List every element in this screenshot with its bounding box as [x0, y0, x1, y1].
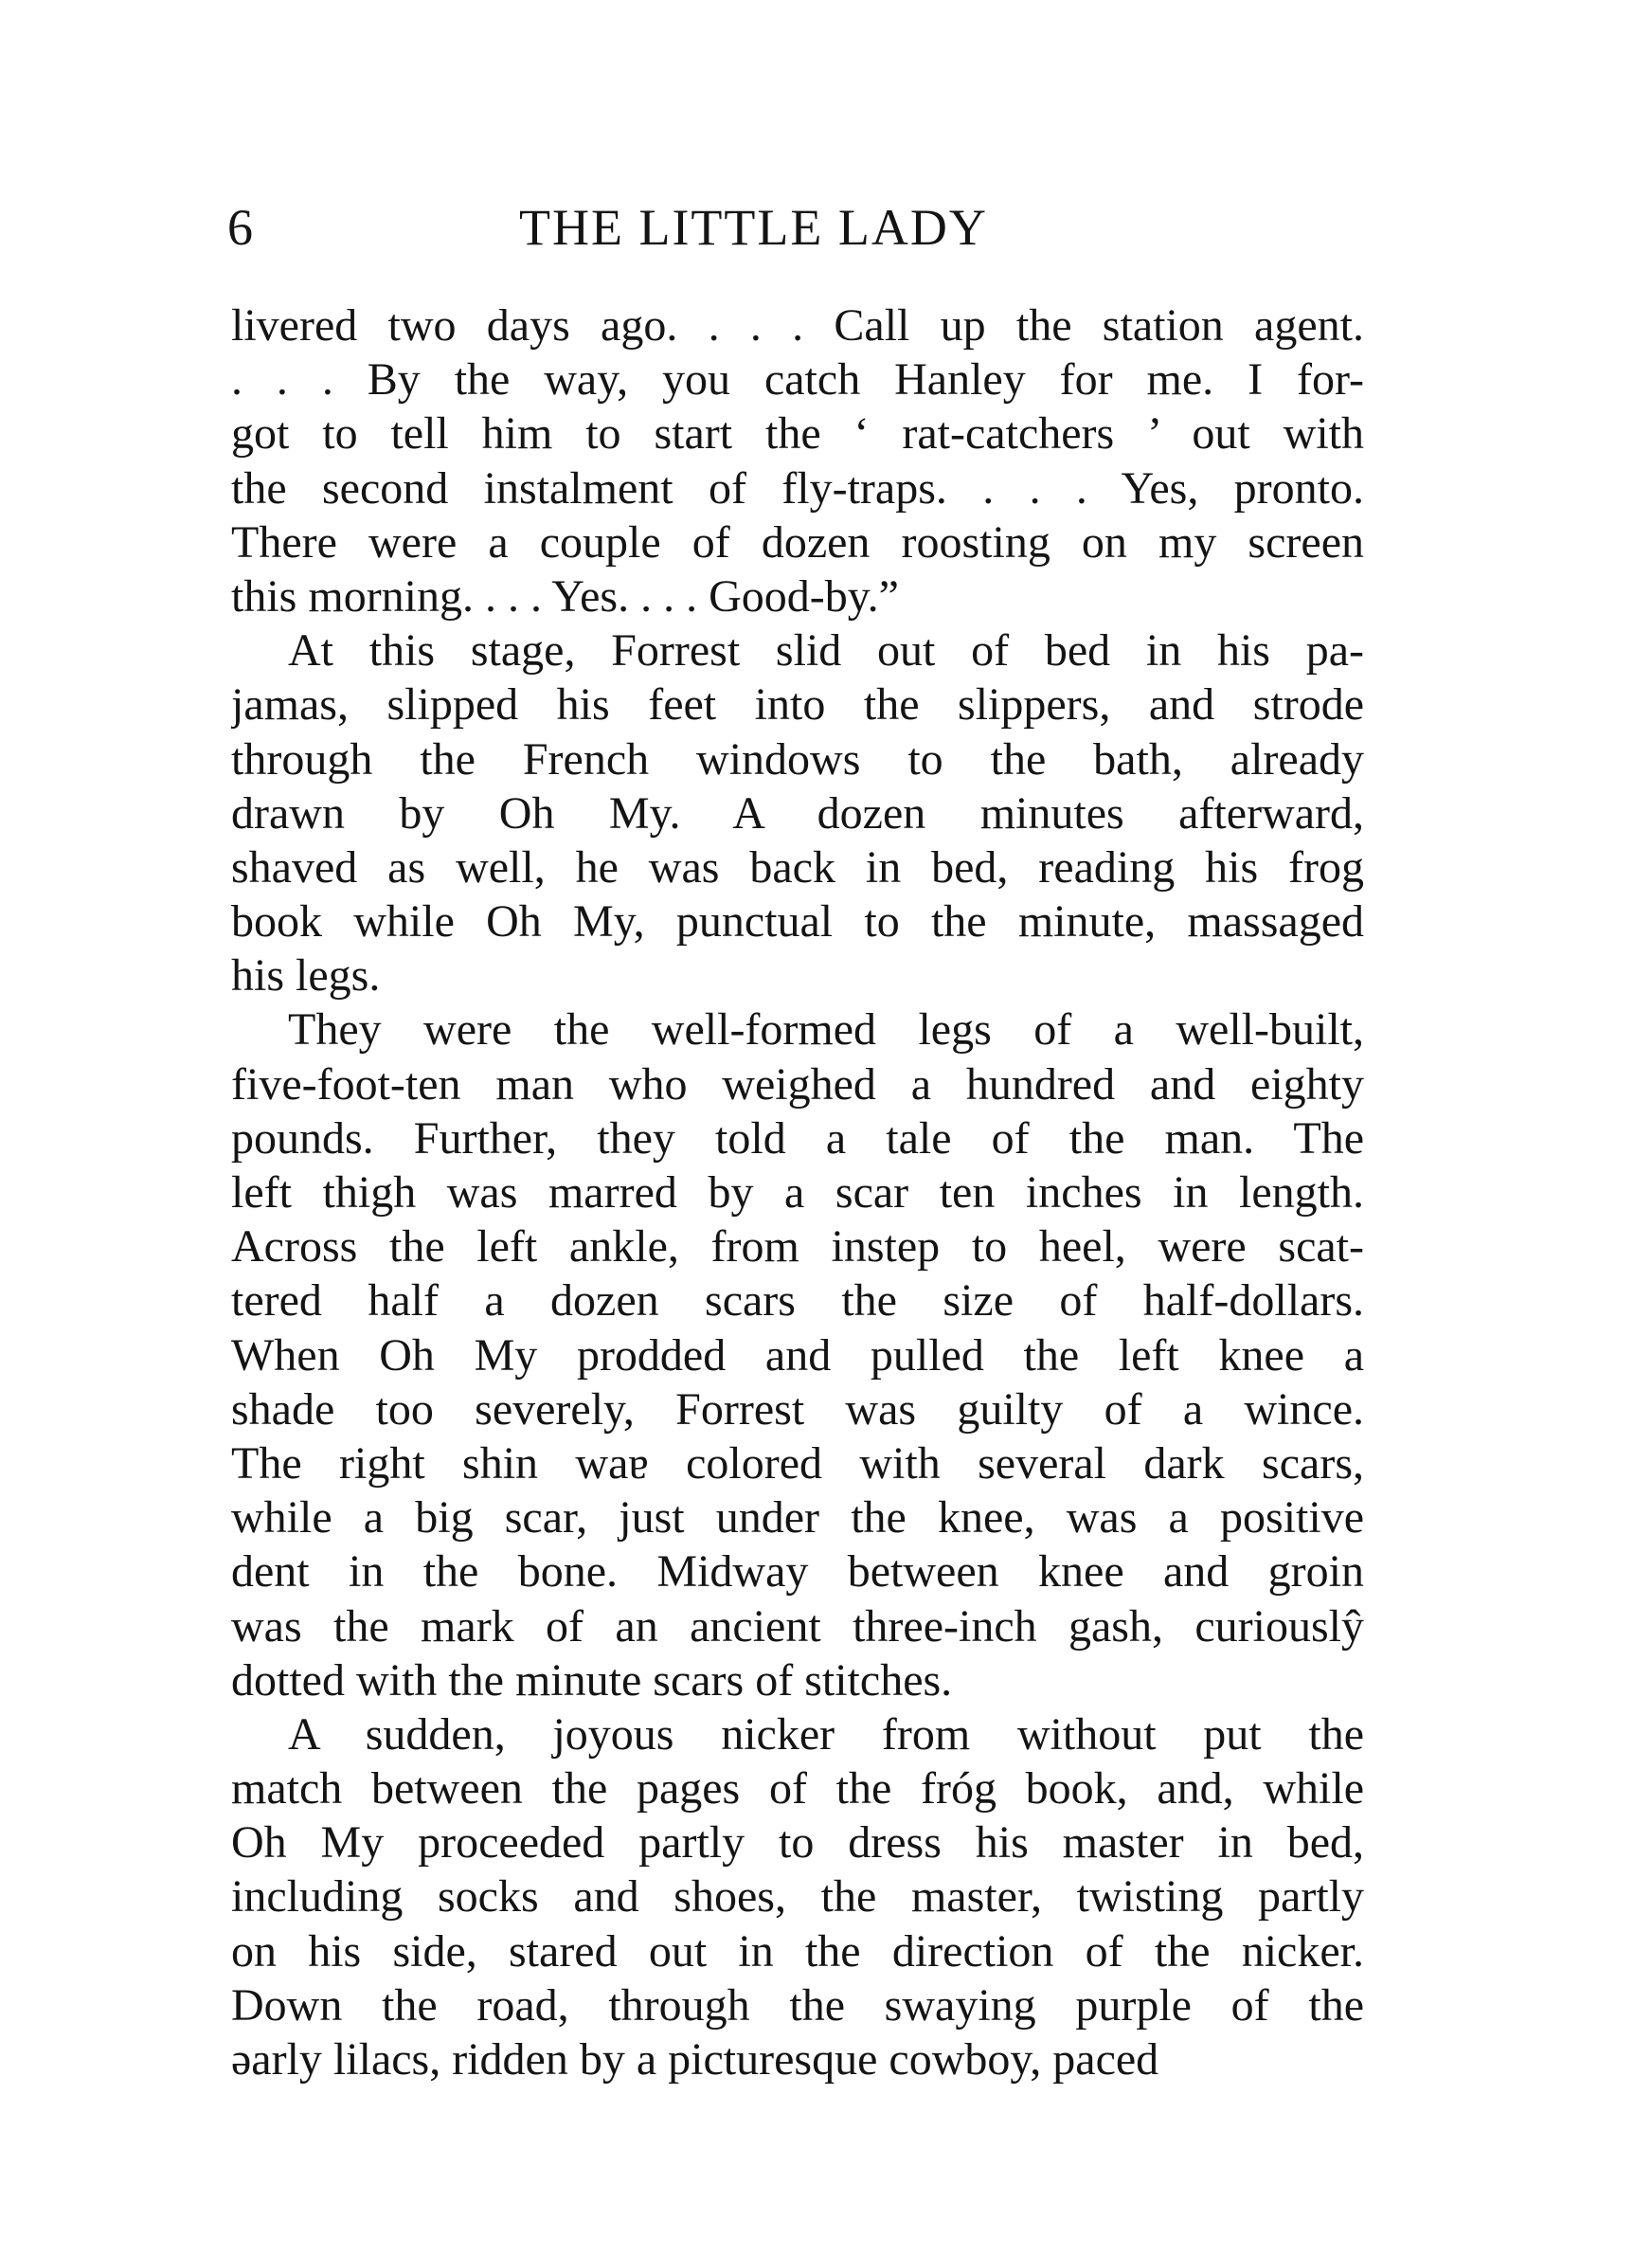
- paragraph: [231, 623, 1364, 1002]
- text-line: through the French windows to the bath, already: [231, 733, 1364, 785]
- text-line: jamas, slipped his feet into the slippers, and strode: [231, 679, 1364, 731]
- text-line: There were a couple of dozen roosting on my screen: [231, 516, 1364, 568]
- text-line: while a big scar, just under the knee, was a positive: [231, 1492, 1364, 1544]
- text-line: on his side, stared out in the direction of the nicker.: [231, 1925, 1364, 1977]
- text-line: At this stage, Forrest slid out of bed in his pa-: [288, 625, 1364, 677]
- text-line: this morning. . . . Yes. . . . Good-by.”: [231, 570, 899, 622]
- text-line: including socks and shoes, the master, twisting partly: [231, 1871, 1364, 1923]
- text-line: match between the pages of the fróg book, and, while: [231, 1763, 1364, 1815]
- text-line: The right shin waɐ colored with several dark scars,: [231, 1437, 1364, 1489]
- paragraph: [231, 1707, 1364, 2086]
- text-line: Across the left ankle, from instep to heel, were scat-: [231, 1221, 1364, 1273]
- text-line: They were the well-formed legs of a well-built,: [288, 1004, 1364, 1056]
- text-line: five-foot-ten man who weighed a hundred and eighty: [231, 1058, 1364, 1110]
- running-head: [227, 194, 1364, 261]
- text-line: . . . By the way, you catch Hanley for me. I for-: [231, 354, 1364, 406]
- text-line: drawn by Oh My. A dozen minutes afterward,: [231, 787, 1364, 839]
- paragraph: [231, 298, 1364, 623]
- page-number: 6: [227, 199, 253, 256]
- text-line: his legs.: [231, 950, 381, 1002]
- text-line: book while Oh My, punctual to the minute, massaged: [231, 896, 1364, 948]
- text-line: left thigh was marred by a scar ten inches in length.: [231, 1167, 1364, 1218]
- text-line: pounds. Further, they told a tale of the man. The: [231, 1112, 1364, 1164]
- text-line: livered two days ago. . . . Call up the station agent.: [231, 300, 1364, 351]
- text-line: Down the road, through the swaying purple of the: [231, 1979, 1364, 2031]
- running-title: THE LITTLE LADY: [519, 199, 988, 256]
- text-line: dotted with the minute scars of stitches.: [231, 1654, 953, 1706]
- text-line: əarly lilacs, ridden by a picturesque cowboy, paced: [231, 2034, 1159, 2085]
- text-line: got to tell him to start the ‘ rat-catchers ’ out with: [231, 408, 1364, 460]
- body-text: [231, 298, 1364, 2086]
- text-line: Oh My proceeded partly to dress his master in bed,: [231, 1817, 1364, 1869]
- text-line: tered half a dozen scars the size of half-dollars.: [231, 1275, 1364, 1327]
- text-line: dent in the bone. Midway between knee and groin: [231, 1546, 1364, 1598]
- text-line: When Oh My prodded and pulled the left knee a: [231, 1329, 1364, 1381]
- text-line: shaved as well, he was back in bed, reading his frog: [231, 841, 1364, 893]
- text-line: shade too severely, Forrest was guilty of a wince.: [231, 1383, 1364, 1435]
- text-line: the second instalment of fly-traps. . . . Yes, pronto.: [231, 462, 1364, 514]
- text-line: A sudden, joyous nicker from without put the: [288, 1708, 1364, 1760]
- text-line: was the mark of an ancient three-inch gash, curiouslŷ: [231, 1600, 1364, 1652]
- paragraph: [231, 1002, 1364, 1706]
